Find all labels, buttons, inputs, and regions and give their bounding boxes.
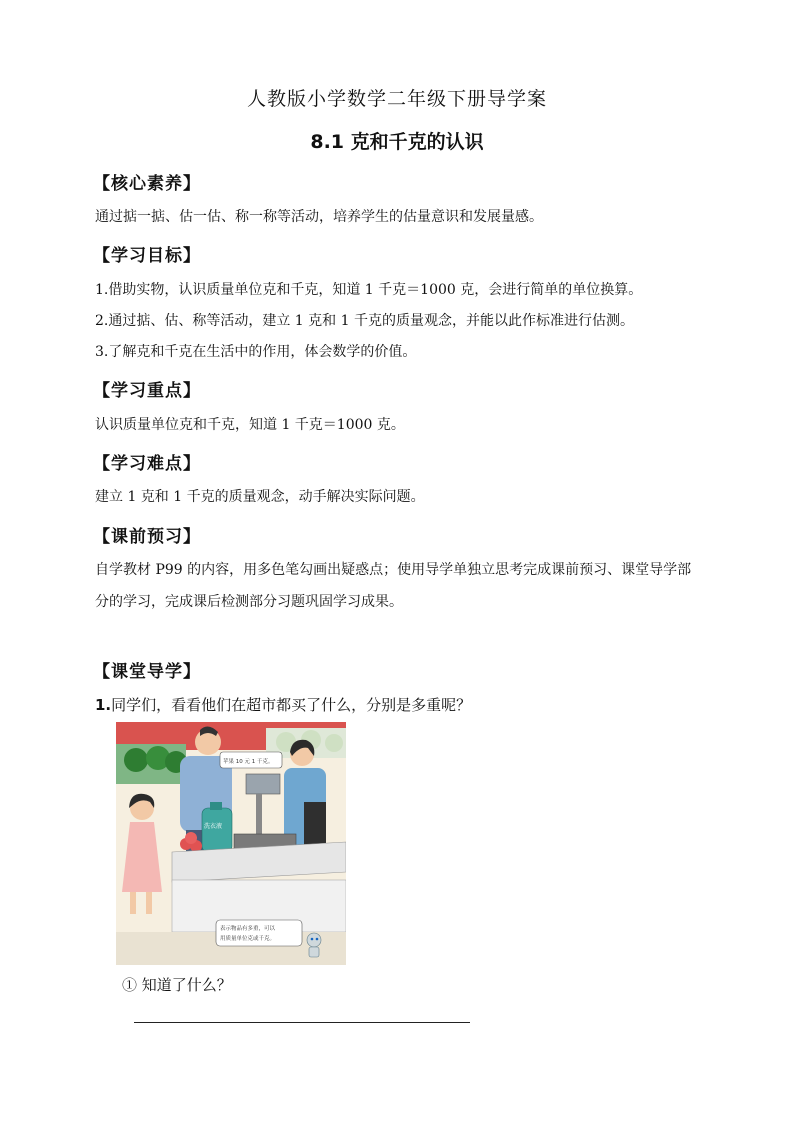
preview-text: 自学教材 P99 的内容，用多色笔勾画出疑惑点；使用导学单独立思考完成课前预习、课堂导学部分的学习，完成课后检测部分习题巩固学习成果。 — [95, 562, 692, 610]
heading-difficulties: 【学习难点】 — [93, 454, 201, 474]
answer-line[interactable] — [134, 1022, 470, 1023]
learning-goal-2: 2.通过掂、估、称等活动，建立 1 克和 1 千克的质量观念，并能以此作标准进行估测。 — [95, 313, 634, 329]
learning-goal-1: 1.借助实物，认识质量单位克和千克，知道 1 千克＝1000 克，会进行简单的单位换算。 — [95, 282, 643, 298]
supermarket-illustration — [116, 722, 346, 965]
bottle-label: 洗衣液 — [204, 823, 223, 830]
lesson-title: 8.1 克和千克的认识 — [310, 131, 484, 153]
watermelon — [124, 748, 148, 772]
robot-body — [309, 947, 319, 957]
speech-bubble-bottom — [216, 920, 302, 946]
document-title: 人教版小学数学二年级下册导学案 — [246, 88, 547, 110]
robot-eye — [316, 938, 319, 941]
question-1-number: 1. — [95, 696, 112, 714]
sub-question-1: ① 知道了什么？ — [122, 976, 232, 994]
girl-leg — [130, 892, 136, 914]
detergent-bottle — [202, 808, 232, 852]
speech-bubble-bottom-line-1: 表示物品有多重，可以 — [220, 926, 276, 932]
speech-bubble-bottom-line-2: 用质量单位克或千克。 — [220, 936, 276, 942]
key-points-text: 认识质量单位克和千克，知道 1 千克＝1000 克。 — [95, 417, 405, 433]
difficulties-text: 建立 1 克和 1 千克的质量观念，动手解决实际问题。 — [95, 489, 425, 505]
learning-goal-3: 3.了解克和千克在生活中的作用，体会数学的价值。 — [95, 344, 417, 360]
heading-class-guide: 【课堂导学】 — [93, 662, 201, 682]
heading-learning-goals: 【学习目标】 — [93, 246, 201, 266]
bottle-cap — [210, 802, 222, 810]
heading-core-literacy: 【核心素养】 — [93, 174, 201, 194]
heading-preview: 【课前预习】 — [93, 527, 201, 547]
question-1 — [95, 695, 471, 715]
apple — [185, 832, 197, 844]
cabbage — [325, 734, 343, 752]
girl-leg — [146, 892, 152, 914]
register-pole — [256, 794, 262, 836]
robot-head — [307, 933, 321, 947]
core-literacy-text: 通过掂一掂、估一估、称一称等活动，培养学生的估量意识和发展量感。 — [95, 209, 543, 225]
question-1-text: 同学们，看看他们在超市都买了什么，分别是多重呢？ — [111, 696, 472, 714]
heading-key-points: 【学习重点】 — [93, 381, 201, 401]
price-display — [246, 774, 280, 794]
robot-eye — [311, 938, 314, 941]
speech-bubble-top-text: 苹果 10 元 1 千克。 — [223, 759, 274, 765]
